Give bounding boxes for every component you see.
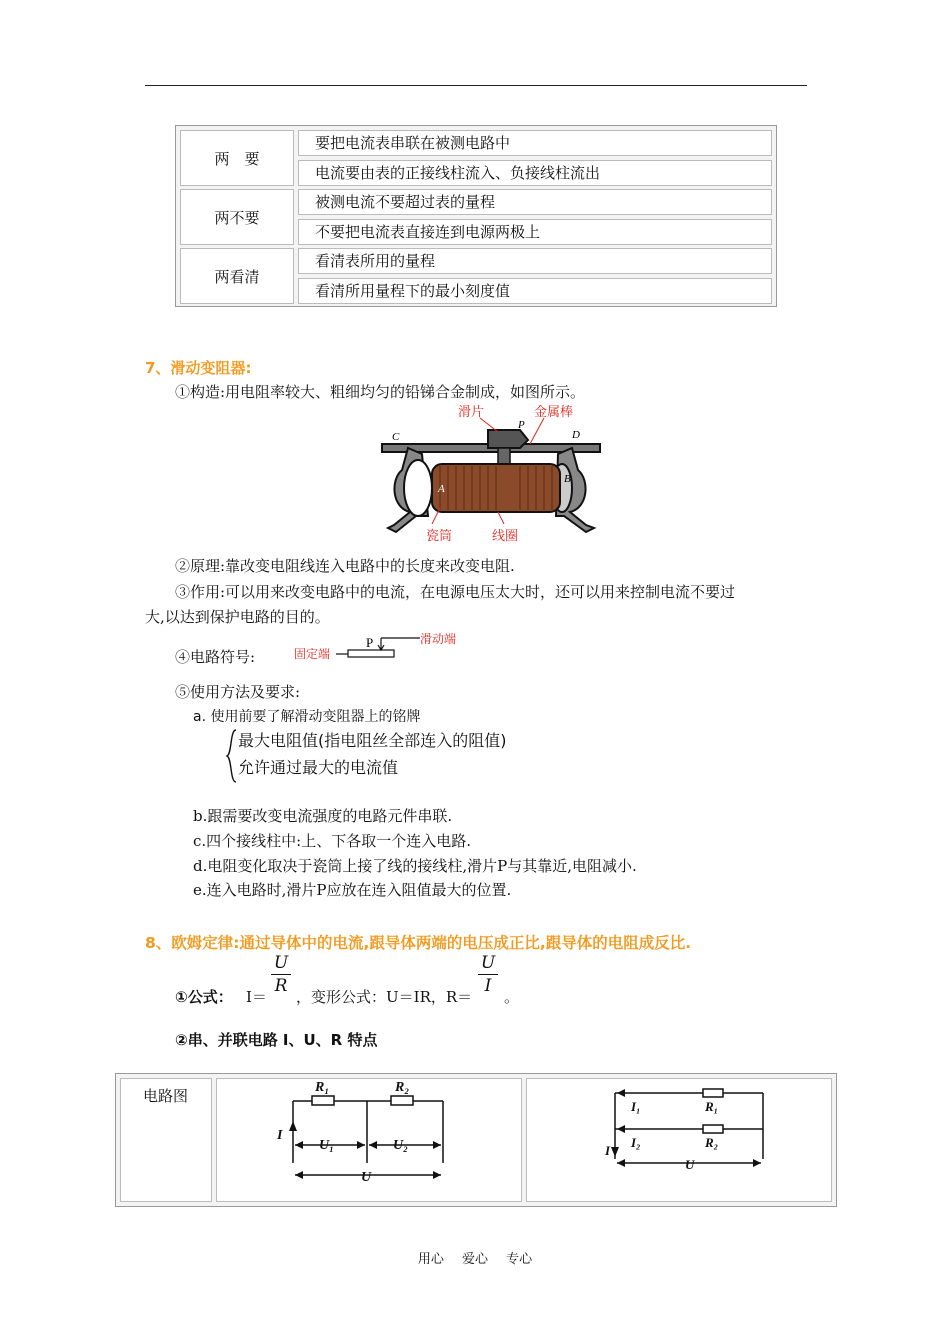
circuit-label: 电路图 <box>143 1087 189 1105</box>
label-r1: R₁ <box>315 1080 330 1095</box>
nameplate-1: 最大电阻值(指电阻丝全部连入的阻值) <box>238 731 507 750</box>
label-u2: U₂ <box>393 1138 408 1153</box>
formula-end: 。 <box>504 988 520 1006</box>
label-tube: 瓷筒 <box>426 529 453 544</box>
rheostat-symbol <box>336 632 426 662</box>
function-text-1: ③作用:可以用来改变电路中的电流，在电源电压太大时，还可以用来控制电流不要过 <box>175 583 736 601</box>
symbol-fixed-end: 固定端 <box>294 647 331 661</box>
circuit-table <box>115 1073 837 1207</box>
label-i: I <box>277 1128 283 1143</box>
label-c: C <box>392 431 400 443</box>
label-b: B <box>564 473 571 485</box>
formula-i: I＝ <box>246 988 267 1006</box>
series-parallel-heading: ②串、并联电路 I、U、R 特点 <box>175 1031 378 1049</box>
frac-den: I <box>484 976 492 996</box>
label-a: A <box>438 483 445 495</box>
table-cell: 不要把电流表直接连到电源两极上 <box>298 219 772 245</box>
usage-a: a. 使用前要了解滑动变阻器上的铭牌 <box>193 709 421 725</box>
usage-b: b.跟需要改变电流强度的电路元件串联. <box>193 807 453 825</box>
slider <box>488 430 528 448</box>
usage-e: e.连入电路时,滑片P应放在连入阻值最大的位置. <box>193 881 512 899</box>
label-i1: I₁ <box>631 1099 641 1114</box>
fraction-u-over-i <box>478 953 498 996</box>
function-text-2: 大,以达到保护电路的目的。 <box>145 608 330 626</box>
label-slider: 滑片 <box>458 405 485 420</box>
label-coil: 线圈 <box>492 529 519 544</box>
series-circuit-diagram <box>217 1079 521 1201</box>
ammeter-rules-table <box>175 125 777 307</box>
table-cell: 被测电流不要超过表的量程 <box>298 189 772 215</box>
label-r2: R₂ <box>395 1080 410 1095</box>
series-cell <box>216 1078 522 1202</box>
symbol-label: ④电路符号: <box>175 648 256 666</box>
label-u: U <box>361 1170 372 1185</box>
header-rule <box>145 85 807 86</box>
row-label: 两不要 <box>180 189 294 245</box>
parallel-circuit-diagram <box>527 1079 831 1201</box>
table-cell: 要把电流表串联在被测电路中 <box>298 130 772 156</box>
usage-label: ⑤使用方法及要求: <box>175 683 301 701</box>
label-d: D <box>572 429 580 441</box>
parallel-cell <box>526 1078 832 1202</box>
principle-text: ②原理:靠改变电阻线连入电路中的长度来改变电阻. <box>175 557 515 575</box>
usage-d: d.电阻变化取决于瓷筒上接了线的接线柱,滑片P与其靠近,电阻减小. <box>193 857 637 875</box>
row-label: 两看清 <box>180 248 294 304</box>
label-p: P <box>518 419 525 431</box>
table-cell: 电流要由表的正接线柱流入、负接线柱流出 <box>298 160 772 186</box>
nameplate-2: 允许通过最大的电流值 <box>238 758 399 777</box>
rheostat-figure <box>380 400 605 545</box>
section7-heading: 7、滑动变阻器: <box>145 359 252 377</box>
fraction-u-over-r <box>271 953 291 996</box>
label-r1: R₁ <box>705 1099 719 1114</box>
table-cell: 看清表所用的量程 <box>298 248 772 274</box>
frac-den: R <box>274 976 288 996</box>
formula-mid: ，变形公式：U＝IR，R＝ <box>296 988 473 1006</box>
usage-c: c.四个接线柱中:上、下各取一个连入电路. <box>193 832 471 850</box>
table-cell: 看清所用量程下的最小刻度值 <box>298 278 772 304</box>
label-i2: I₂ <box>631 1135 641 1150</box>
label-cell <box>120 1078 212 1202</box>
brace <box>226 728 238 784</box>
frac-num: U <box>480 953 496 973</box>
label-r2: R₂ <box>705 1135 719 1150</box>
section8-heading: 8、欧姆定律:通过导体中的电流,跟导体两端的电压成正比,跟导体的电阻成反比. <box>145 934 692 952</box>
label-rod: 金属棒 <box>534 405 574 420</box>
symbol-p: P <box>366 635 374 650</box>
page-footer: 用心 爱心 专心 <box>417 1252 533 1267</box>
frac-num: U <box>273 953 289 973</box>
formula-prefix: ①公式： <box>175 988 233 1006</box>
construction-text: ①构造:用电阻率较大、粗细均匀的铅锑合金制成，如图所示。 <box>175 383 586 401</box>
label-u1: U₁ <box>319 1138 334 1153</box>
label-u: U <box>685 1157 695 1172</box>
row-label: 两 要 <box>180 130 294 186</box>
symbol-slide-end: 滑动端 <box>420 632 457 646</box>
label-i: I <box>605 1143 611 1158</box>
